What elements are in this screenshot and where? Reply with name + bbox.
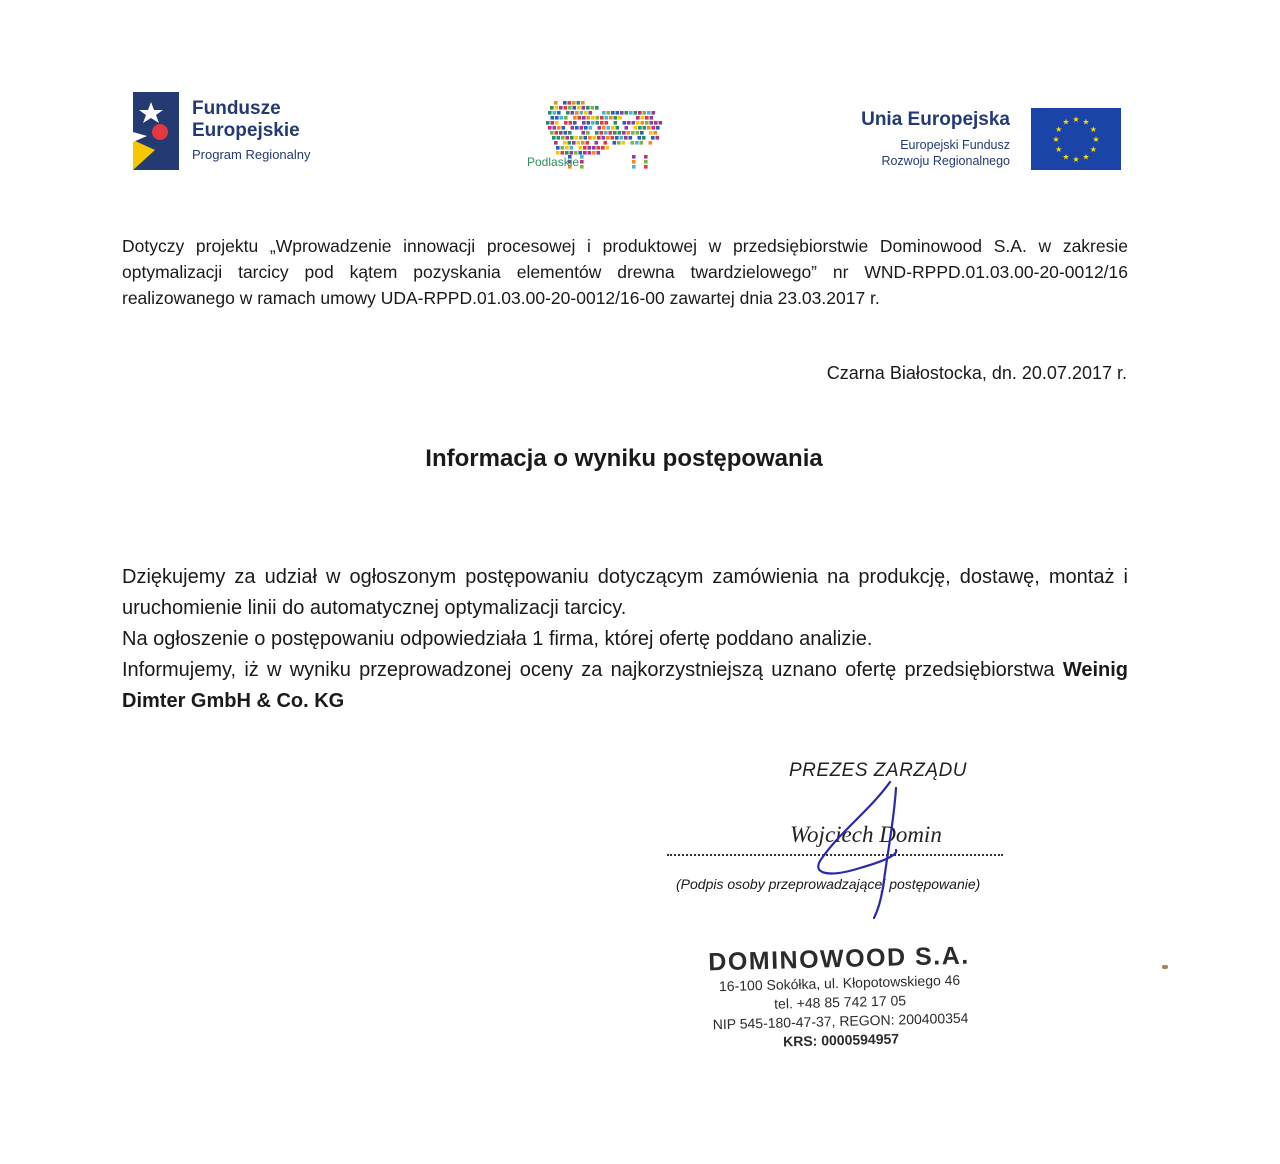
mosaic-tile: [577, 101, 581, 105]
mosaic-tile: [606, 136, 610, 140]
fe-logo-line2: Europejskie: [192, 120, 300, 141]
mosaic-tile: [584, 136, 588, 140]
mosaic-tile: [568, 141, 572, 145]
project-reference: Dotyczy projektu „Wprowadzenie innowacji procesowej i produktowej w przedsiębiorstwie Dominowood S.A. w zakresie optymalizacji tarcicy pod kątem pozyskania elementów drewna twardzielowego” nr WND-RPPD.01.03.00-20-0012/16 realizowanego w ramach umowy UDA-RPPD.01.03.00-20-0012/16-00 zawartej dnia 23.03.2017 r.: [122, 236, 1128, 308]
mosaic-tile: [624, 136, 628, 140]
eu-logo: [830, 105, 1130, 175]
mosaic-tile: [656, 136, 660, 140]
mosaic-tile: [622, 141, 626, 145]
mosaic-tile: [580, 111, 584, 115]
mosaic-tile: [573, 121, 577, 125]
mosaic-tile: [618, 116, 622, 120]
mosaic-tile: [598, 126, 602, 130]
mosaic-tile: [554, 141, 558, 145]
podlaskie-label: Podlaskie: [527, 155, 580, 169]
paragraph-thanks: Dziękujemy za udział w ogłoszonym postępowaniu dotyczącym zamówienia na produkcję, dostawę, montaż i uruchomienie linii do automatycznej optymalizacji tarcicy.: [122, 566, 1128, 619]
mosaic-tile: [555, 106, 559, 110]
mosaic-tile: [596, 121, 600, 125]
stamp-address: 16-100 Sokółka, ul. Kłopotowskiego 46: [718, 971, 961, 995]
mosaic-tile: [587, 116, 591, 120]
eu-flag-icon: [1031, 108, 1121, 170]
mosaic-tile: [573, 106, 577, 110]
mosaic-tile: [550, 131, 554, 135]
mosaic-tile: [563, 141, 567, 145]
mosaic-tile: [615, 136, 619, 140]
mosaic-tile: [586, 131, 590, 135]
mosaic-tile: [580, 160, 584, 164]
eu-star-icon: ★: [1055, 145, 1063, 154]
document-title: Informacja o wyniku postępowania: [425, 445, 823, 472]
mosaic-tile: [617, 141, 621, 145]
mosaic-tile: [605, 116, 609, 120]
mosaic-tile: [595, 106, 599, 110]
mosaic-tile: [578, 116, 582, 120]
mosaic-tile: [570, 146, 574, 150]
mosaic-tile: [595, 131, 599, 135]
mosaic-tile: [634, 111, 638, 115]
mosaic-tile: [555, 131, 559, 135]
mosaic-tile: [579, 146, 583, 150]
mosaic-tile: [629, 111, 633, 115]
mosaic-tile: [587, 121, 591, 125]
mosaic-tile: [632, 155, 636, 159]
mosaic-tile: [632, 160, 636, 164]
mosaic-tile: [611, 126, 615, 130]
mosaic-tile: [556, 146, 560, 150]
mosaic-tile: [586, 141, 590, 145]
mosaic-tile: [564, 106, 568, 110]
mosaic-tile: [606, 146, 610, 150]
mosaic-tile: [583, 151, 587, 155]
paragraph-result: [122, 655, 1128, 717]
mosaic-tile: [573, 116, 577, 120]
mosaic-tile: [613, 131, 617, 135]
mosaic-tile: [604, 141, 608, 145]
mosaic-tile: [566, 136, 570, 140]
mosaic-tile: [548, 126, 552, 130]
mosaic-tile: [597, 136, 601, 140]
mosaic-tile: [557, 136, 561, 140]
mosaic-tile: [593, 136, 597, 140]
mosaic-tile: [579, 136, 583, 140]
mosaic-tile: [592, 146, 596, 150]
mosaic-tile: [586, 106, 590, 110]
mosaic-tile: [551, 121, 555, 125]
eu-star-icon: ★: [1052, 135, 1060, 144]
mosaic-tile: [643, 111, 647, 115]
mosaic-tile: [557, 126, 561, 130]
mosaic-tile: [554, 101, 558, 105]
mosaic-tile: [616, 111, 620, 115]
podlaskie-logo: [520, 97, 670, 177]
mosaic-tile: [572, 141, 576, 145]
mosaic-tile: [584, 111, 588, 115]
mosaic-tile: [562, 126, 566, 130]
mosaic-tile: [595, 141, 599, 145]
mosaic-tile: [611, 111, 615, 115]
mosaic-tile: [614, 116, 618, 120]
mosaic-tile: [563, 101, 567, 105]
eu-star-icon: ★: [1072, 115, 1080, 124]
mosaic-tile: [602, 126, 606, 130]
winning-company: Weinig Dimter GmbH & Co. KG: [122, 659, 1128, 712]
eu-star-icon: ★: [1072, 155, 1080, 164]
mosaic-tile: [582, 131, 586, 135]
mosaic-tile: [568, 106, 572, 110]
mosaic-tile: [601, 146, 605, 150]
mosaic-tile: [640, 131, 644, 135]
mosaic-tile: [568, 101, 572, 105]
mosaic-tile: [559, 106, 563, 110]
mosaic-tile: [588, 151, 592, 155]
eu-subtitle-line2: Rozwoju Regionalnego: [881, 154, 1010, 168]
mosaic-tile: [580, 155, 584, 159]
mosaic-tile: [564, 116, 568, 120]
mosaic-tile: [609, 131, 613, 135]
mosaic-tile: [659, 121, 663, 125]
mosaic-tile: [591, 116, 595, 120]
mosaic-tile: [656, 126, 660, 130]
mosaic-tile: [627, 121, 631, 125]
mosaic-tile: [602, 136, 606, 140]
mosaic-tile: [625, 111, 629, 115]
eu-star-icon: ★: [1062, 152, 1070, 162]
eu-star-icon: ★: [1092, 135, 1100, 144]
paragraph-responses: Na ogłoszenie o postępowaniu odpowiedziała 1 firma, której ofertę poddano analizie.: [122, 628, 873, 650]
mosaic-tile: [636, 131, 640, 135]
mosaic-tile: [641, 116, 645, 120]
mosaic-tile: [605, 121, 609, 125]
mosaic-tile: [580, 126, 584, 130]
mosaic-tile: [583, 146, 587, 150]
mosaic-tile: [564, 131, 568, 135]
eu-subtitle: [881, 137, 1010, 169]
mosaic-tile: [614, 121, 618, 125]
mosaic-tile: [571, 126, 575, 130]
mosaic-tile: [564, 121, 568, 125]
fundusze-europejskie-logo: [133, 92, 353, 172]
mosaic-tile: [575, 111, 579, 115]
eu-title: Unia Europejska: [861, 109, 1010, 130]
mosaic-tile: [636, 116, 640, 120]
mosaic-tile: [597, 146, 601, 150]
mosaic-tile: [644, 155, 648, 159]
mosaic-tile: [629, 136, 633, 140]
mosaic-tile: [592, 151, 596, 155]
mosaic-tile: [652, 126, 656, 130]
mosaic-tile: [631, 131, 635, 135]
mosaic-tile: [559, 131, 563, 135]
mosaic-tile: [627, 131, 631, 135]
mosaic-tile: [588, 146, 592, 150]
mosaic-tile: [613, 141, 617, 145]
mosaic-tile: [649, 131, 653, 135]
mosaic-tile: [553, 126, 557, 130]
mosaic-tile: [649, 141, 653, 145]
mosaic-tile: [652, 111, 656, 115]
mosaic-tile: [641, 121, 645, 125]
mosaic-tile: [640, 141, 644, 145]
eu-star-icon: ★: [1082, 117, 1090, 127]
mosaic-tile: [561, 146, 565, 150]
mosaic-tile: [638, 111, 642, 115]
mosaic-tile: [569, 121, 573, 125]
eu-star-icon: ★: [1055, 125, 1063, 134]
mosaic-tile: [650, 121, 654, 125]
mosaic-tile: [634, 126, 638, 130]
company-stamp: [679, 941, 1002, 1054]
mosaic-tile: [553, 111, 557, 115]
mosaic-tile: [647, 126, 651, 130]
mosaic-tile: [550, 106, 554, 110]
mosaic-tile: [600, 131, 604, 135]
mosaic-tile: [636, 121, 640, 125]
place-date: Czarna Białostocka, dn. 20.07.2017 r.: [826, 363, 1127, 383]
mosaic-tile: [645, 121, 649, 125]
mosaic-tile: [577, 141, 581, 145]
main-text: [122, 562, 1128, 717]
mosaic-tile: [632, 121, 636, 125]
mosaic-tile: [591, 106, 595, 110]
mosaic-tile: [580, 165, 584, 169]
mosaic-tile: [552, 136, 556, 140]
handwritten-signature: [770, 770, 950, 920]
mosaic-tile: [565, 146, 569, 150]
eu-star-icon: ★: [1089, 145, 1097, 154]
mosaic-tile: [638, 126, 642, 130]
mosaic-tile: [638, 136, 642, 140]
eu-subtitle-line1: Europejski Fundusz: [900, 138, 1010, 152]
mosaic-tile: [620, 136, 624, 140]
mosaic-tile: [568, 131, 572, 135]
mosaic-tile: [622, 131, 626, 135]
eu-star-icon: ★: [1062, 117, 1070, 127]
stamp-phone: tel. +48 85 742 17 05: [773, 992, 907, 1012]
mosaic-tile: [623, 121, 627, 125]
fe-star-mark-icon: [133, 92, 179, 170]
mosaic-tile: [570, 136, 574, 140]
mosaic-tile: [618, 131, 622, 135]
mosaic-tile: [557, 111, 561, 115]
mosaic-tile: [600, 116, 604, 120]
mosaic-tile: [566, 111, 570, 115]
mosaic-tile: [561, 136, 565, 140]
mosaic-tile: [548, 111, 552, 115]
mosaic-tile: [607, 126, 611, 130]
mosaic-tile: [571, 111, 575, 115]
mosaic-tile: [642, 136, 646, 140]
mosaic-tile: [625, 126, 629, 130]
mosaic-tile: [596, 116, 600, 120]
mosaic-tile: [644, 165, 648, 169]
fe-logo-subtitle: Program Regionalny: [192, 147, 311, 162]
mosaic-tile: [584, 126, 588, 130]
mosaic-tile: [591, 121, 595, 125]
signature-caption: (Podpis osoby przeprowadzającej postępowanie): [676, 876, 981, 892]
mosaic-tile: [589, 126, 593, 130]
mosaic-tile: [654, 131, 658, 135]
mosaic-tile: [555, 121, 559, 125]
mosaic-tile: [579, 151, 583, 155]
mosaic-tile: [620, 111, 624, 115]
mosaic-tile: [650, 116, 654, 120]
mosaic-tile: [575, 136, 579, 140]
stamp-krs: KRS: 0000594957: [782, 1030, 900, 1050]
mosaic-tile: [647, 111, 651, 115]
mosaic-tile: [607, 111, 611, 115]
mosaic-tile: [577, 106, 581, 110]
stamp-company: DOMINOWOOD S.A.: [707, 941, 971, 977]
mosaic-tile: [602, 111, 606, 115]
signature-name: Wojciech Domin: [790, 822, 942, 847]
fe-logo-line1: Fundusze: [192, 98, 281, 119]
eu-star-icon: ★: [1089, 125, 1097, 134]
mosaic-tile: [651, 136, 655, 140]
mosaic-tile: [555, 116, 559, 120]
mosaic-tile: [572, 101, 576, 105]
mosaic-tile: [581, 101, 585, 105]
result-text: Informujemy, iż w wyniku przeprowadzonej oceny za najkorzystniejszą uznano ofertę przedsiębiorstwa: [122, 659, 1063, 681]
mosaic-tile: [582, 106, 586, 110]
mosaic-tile: [645, 116, 649, 120]
mosaic-tile: [575, 126, 579, 130]
mosaic-tile: [631, 141, 635, 145]
mosaic-tile: [582, 121, 586, 125]
mosaic-tile: [632, 165, 636, 169]
stamp-ids: NIP 545-180-47-37, REGON: 200400354: [712, 1009, 969, 1033]
mosaic-tile: [609, 116, 613, 120]
mosaic-tile: [560, 116, 564, 120]
mosaic-tile: [546, 121, 550, 125]
mosaic-tile: [635, 141, 639, 145]
mosaic-tile: [644, 160, 648, 164]
mosaic-tile: [582, 116, 586, 120]
mosaic-tile: [551, 116, 555, 120]
mosaic-tile: [654, 121, 658, 125]
mosaic-tile: [597, 151, 601, 155]
mosaic-tile: [604, 131, 608, 135]
mosaic-tile: [589, 111, 593, 115]
mosaic-tile: [581, 141, 585, 145]
signature-role: PREZES ZARZĄDU: [789, 760, 968, 781]
mosaic-tile: [588, 136, 592, 140]
mosaic-tile: [616, 126, 620, 130]
mosaic-tile: [643, 126, 647, 130]
eu-star-icon: ★: [1082, 152, 1090, 162]
scan-speck: [1162, 965, 1168, 969]
mosaic-tile: [600, 121, 604, 125]
mosaic-tile: [611, 136, 615, 140]
